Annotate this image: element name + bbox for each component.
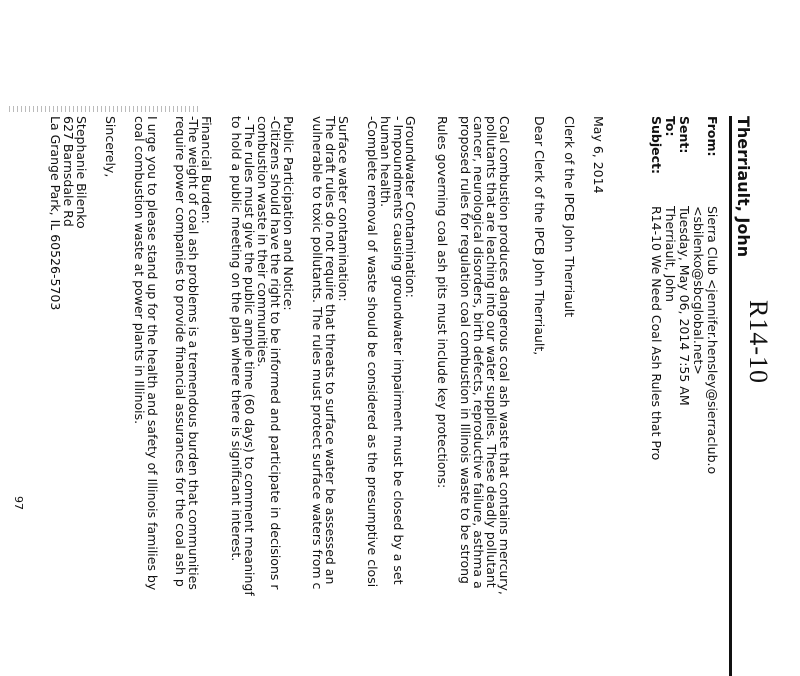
header-divider <box>729 116 732 676</box>
section-heading: Surface water contamination: <box>336 116 351 302</box>
body-line: require power companies to provide financial assurances for the coal ash p <box>173 116 188 587</box>
body-line: to hold a public meeting on the plan where there is significant interest. <box>229 116 244 562</box>
body-line: The draft rules do not require that threats to surface water be assessed an <box>323 116 338 585</box>
from-value-line-2: <sbilenko@sbcglobal.net> <box>691 206 706 375</box>
body-line: Coal combustion produces dangerous coal ash waste that contains mercury, <box>497 116 512 595</box>
body-line: cancer, neurological disorders, birth defects, reproductive failure, asthma a <box>471 116 486 589</box>
signature-name: Stephanie Bilenko <box>74 116 89 229</box>
subject-label: Subject: <box>649 116 664 174</box>
to-value: Therriault, John <box>663 206 678 302</box>
body-line: -Citizens should have the right to be informed and participate in decisions r <box>268 116 283 590</box>
body-line: proposed rules for regulation coal combustion in Illinois waste to be strong <box>458 116 473 584</box>
body-line: coal combustion waste at power plants in Illinois. <box>132 116 147 425</box>
body-line: vulnerable to toxic pollutants. The rules must protect surface waters from c <box>310 116 325 590</box>
body-line: - Impoundments causing groundwater impairment must be closed by a set <box>391 116 406 585</box>
letter-date: May 6, 2014 <box>591 116 606 194</box>
body-line: - The rules must give the public ample time (60 days) to comment meaningf <box>242 116 257 596</box>
body-line: combustion waste in their communities. <box>255 116 270 368</box>
sent-value: Tuesday, May 06, 2014 7:55 AM <box>677 206 692 406</box>
from-label: From: <box>705 116 720 157</box>
section-heading: Financial Burden: <box>199 116 214 224</box>
subject-value: R14-10 We Need Coal Ash Rules that Pro <box>649 206 664 461</box>
section-heading: Public Participation and Notice: <box>281 116 296 311</box>
sent-label: Sent: <box>677 116 692 154</box>
sender-name: Therriault, John <box>734 116 753 258</box>
signature-address-line: La Grange Park, IL 60526-5703 <box>48 116 63 311</box>
body-line: human health. <box>378 116 393 208</box>
salutation: Dear Clerk of the IPCB John Therriault, <box>532 116 547 356</box>
closing: Sincerely, <box>103 116 118 178</box>
body-line: pollutants that are leaching into our water supplies. These deadly pollutant <box>484 116 499 588</box>
scan-artifact <box>8 106 198 112</box>
docket-number: R14-10 <box>744 300 773 384</box>
signature-address-line: 627 Barnsdale Rd <box>61 116 76 227</box>
body-line: I urge you to please stand up for the health and safety of Illinois families by <box>145 116 160 591</box>
to-label: To: <box>663 116 678 137</box>
page-number: 97 <box>12 496 25 510</box>
body-line: Rules governing coal ash pits must include key protections: <box>435 116 450 489</box>
body-line: -Complete removal of waste should be considered as the presumptive closi <box>365 116 380 588</box>
from-value-line-1: Sierra Club <jennifer.hensley@sierraclub.o <box>705 206 720 475</box>
recipient-line: Clerk of the IPCB John Therriault <box>562 116 577 318</box>
section-heading: Groundwater Contamination: <box>403 116 418 298</box>
body-line: -The weight of coal ash problems is a tremendous burden that communities <box>186 116 201 590</box>
